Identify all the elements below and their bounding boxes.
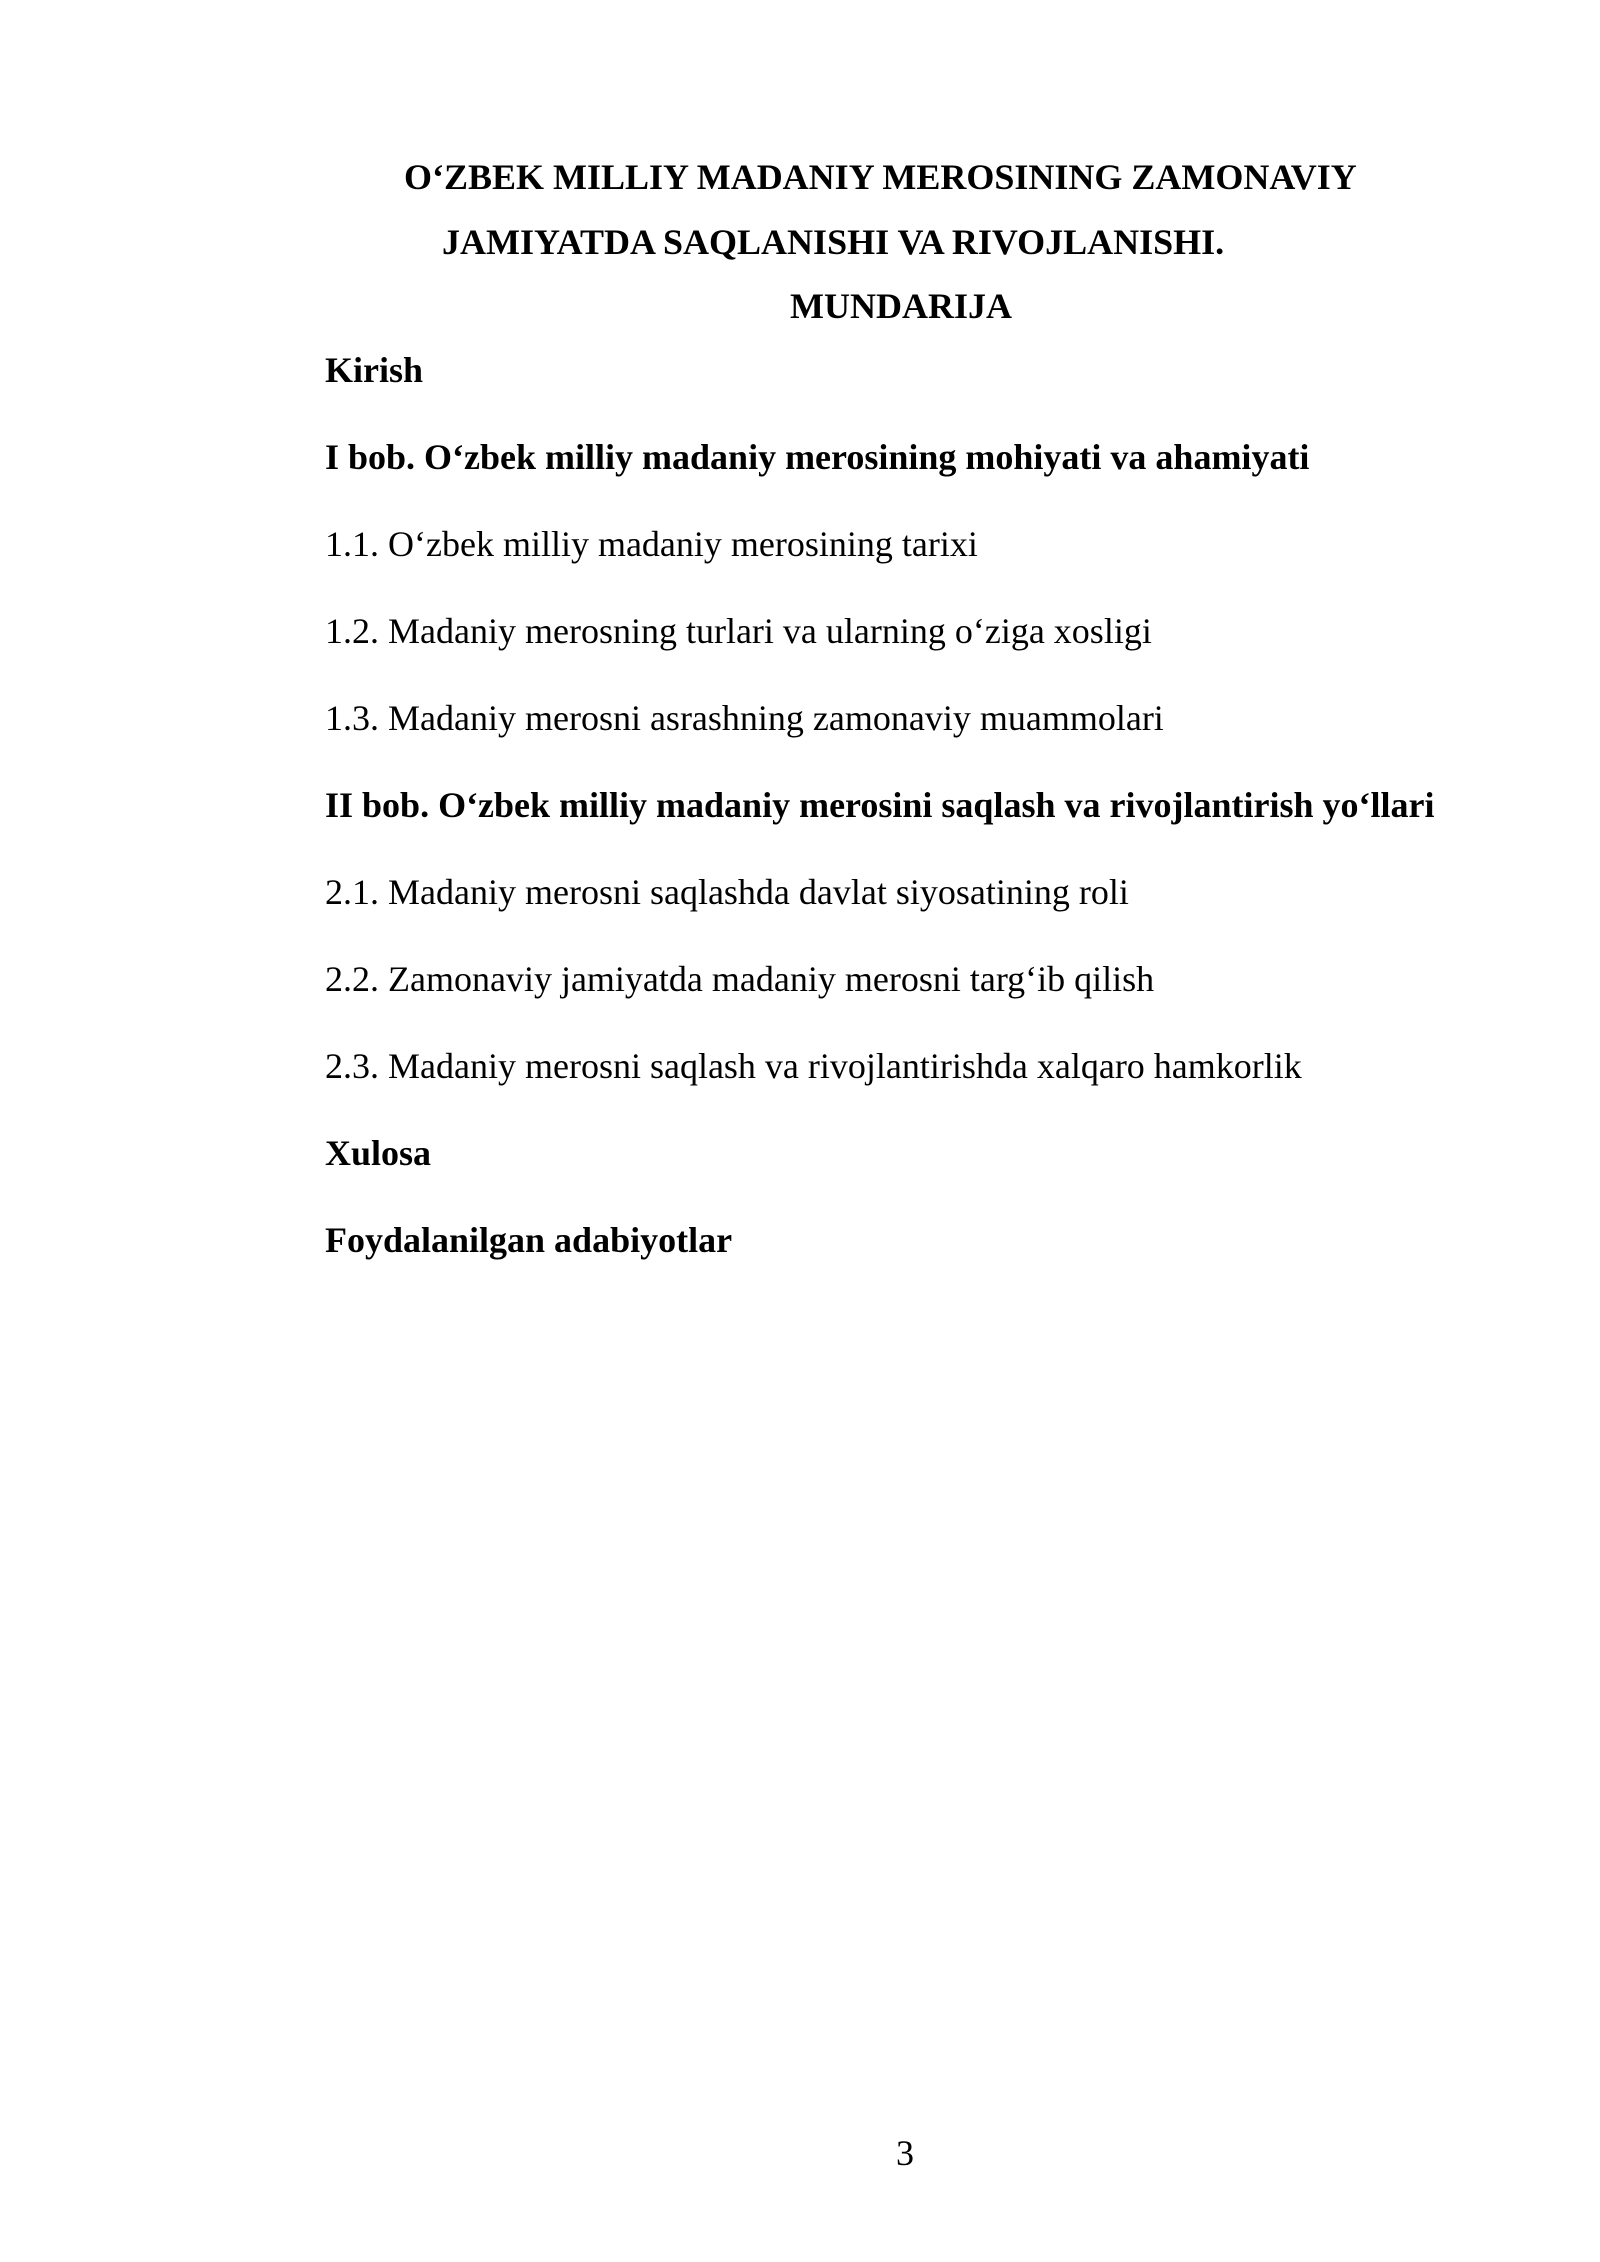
document-title-line-1: O‘ZBEK MILLIY MADANIY MEROSINING ZAMONAVIY xyxy=(404,157,1357,197)
toc-item-section-1-3: 1.3. Madaniy merosni asrashning zamonaviy muammolari xyxy=(325,698,1164,738)
toc-item-chapter-1: I bob. O‘zbek milliy madaniy merosining mohiyati va ahamiyati xyxy=(325,437,1310,477)
toc-item-section-2-3: 2.3. Madaniy merosni saqlash va rivojlantirishda xalqaro hamkorlik xyxy=(325,1046,1302,1086)
document-title-line-2: JAMIYATDA SAQLANISHI VA RIVOJLANISHI. xyxy=(442,222,1225,262)
toc-item-references: Foydalanilgan adabiyotlar xyxy=(325,1220,733,1260)
toc-item-chapter-2: II bob. O‘zbek milliy madaniy merosini saqlash va rivojlantirish yo‘llari xyxy=(325,785,1435,825)
toc-item-section-1-2: 1.2. Madaniy merosning turlari va ularning o‘ziga xosligi xyxy=(325,611,1152,651)
toc-item-section-2-2: 2.2. Zamonaviy jamiyatda madaniy merosni targ‘ib qilish xyxy=(325,959,1155,999)
toc-item-section-1-1: 1.1. O‘zbek milliy madaniy merosining tarixi xyxy=(325,524,978,564)
toc-item-conclusion: Xulosa xyxy=(325,1133,432,1173)
toc-item-introduction: Kirish xyxy=(325,350,424,390)
toc-heading: MUNDARIJA xyxy=(790,286,1012,326)
page-number: 3 xyxy=(896,2133,914,2173)
toc-item-section-2-1: 2.1. Madaniy merosni saqlashda davlat siyosatining roli xyxy=(325,872,1129,912)
